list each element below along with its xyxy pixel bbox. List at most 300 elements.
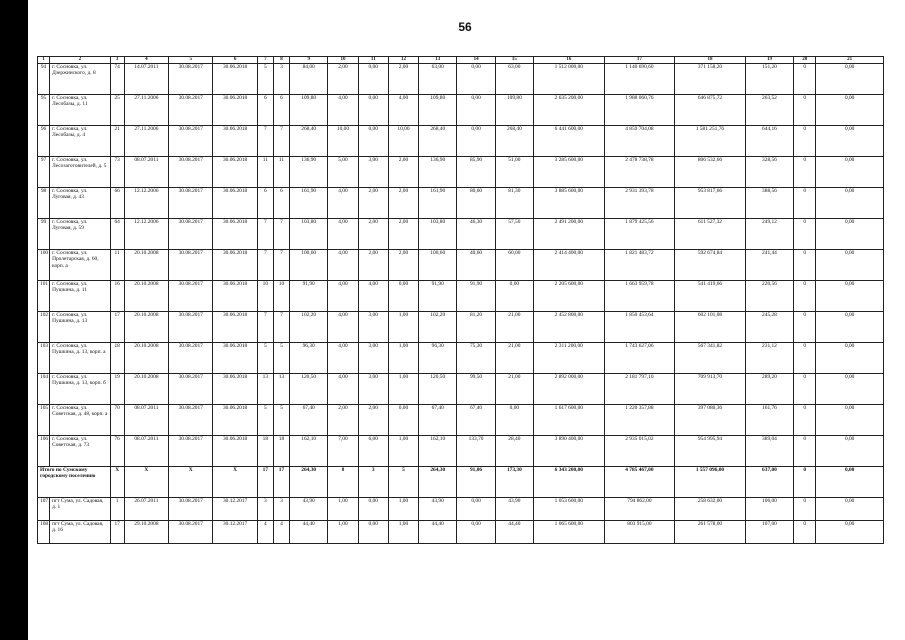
table-cell: 7,00 — [328, 436, 358, 467]
table-cell: 264,30 — [419, 467, 457, 498]
table-cell: 10 — [257, 281, 273, 312]
table-cell: 96 — [38, 126, 50, 157]
table-cell: 21,00 — [495, 312, 533, 343]
table-cell: 91,90 — [419, 281, 457, 312]
table-cell: 602 101,08 — [675, 312, 746, 343]
column-number: 12 — [388, 57, 418, 64]
table-cell: 96,30 — [419, 343, 457, 374]
table-cell: 953 817,66 — [675, 188, 746, 219]
table-cell: 20.10.2008 — [124, 374, 168, 405]
table-cell: 18 — [257, 436, 273, 467]
table-cell: 20.10.2008 — [124, 250, 168, 281]
table-cell: 12.12.2006 — [124, 219, 168, 250]
table-cell: 2,00 — [328, 64, 358, 95]
table-cell: г. Сосновка, ул. Лесобазы, д. 11 — [50, 95, 111, 126]
table-cell: 258 632,00 — [675, 498, 746, 521]
table-cell: 109,80 — [419, 95, 457, 126]
column-number: 20 — [794, 57, 816, 64]
table-cell: г. Сосновка, ул. Дзержинского, д. 8 — [50, 64, 111, 95]
table-cell: 794 862,00 — [604, 498, 675, 521]
total-label: Итого по Сумскому городскому поселению — [38, 467, 111, 498]
table-cell: 84,00 — [290, 64, 328, 95]
table-cell: 161,90 — [290, 188, 328, 219]
table-cell: 30.08.2017 — [169, 436, 213, 467]
table-cell: 101 — [38, 281, 50, 312]
table-cell: 4,00 — [388, 95, 418, 126]
column-number: 14 — [457, 57, 495, 64]
table-cell: 99 — [38, 219, 50, 250]
table-cell: 161,90 — [419, 188, 457, 219]
table-cell: 30.06.2018 — [213, 64, 257, 95]
table-cell: 30.06.2018 — [213, 436, 257, 467]
table-cell: 0,00 — [816, 521, 884, 544]
table-cell: 0,00 — [816, 188, 884, 219]
table-row — [38, 219, 884, 250]
table-cell: 91,90 — [457, 281, 495, 312]
table-row — [38, 250, 884, 281]
table-cell: 74 — [110, 64, 124, 95]
table-cell: 611 527,32 — [675, 219, 746, 250]
table-cell: 30.08.2017 — [169, 188, 213, 219]
table-cell: 109,80 — [495, 95, 533, 126]
table-cell: 21,00 — [495, 343, 533, 374]
table-cell: 30.08.2017 — [169, 374, 213, 405]
table-cell: 81,30 — [495, 188, 533, 219]
table-cell: 0 — [794, 281, 816, 312]
table-cell: 109,80 — [290, 95, 328, 126]
table-cell: 6 343 200,00 — [534, 467, 605, 498]
table-cell: 2 635 200,00 — [534, 95, 605, 126]
table-cell: 91,06 — [457, 467, 495, 498]
table-cell: 4 — [257, 521, 273, 544]
column-number: 9 — [290, 57, 328, 64]
table-cell: 3 — [358, 467, 388, 498]
table-cell: 4,00 — [328, 250, 358, 281]
column-number: 1 — [38, 57, 50, 64]
table-cell: 5 — [388, 467, 418, 498]
table-cell: 102,20 — [419, 312, 457, 343]
table-cell: 2 931 393,78 — [604, 188, 675, 219]
table-cell: 10,00 — [388, 126, 418, 157]
table-cell: 5 — [257, 343, 273, 374]
table-cell: 371 158,20 — [675, 64, 746, 95]
table-cell: 0,00 — [816, 343, 884, 374]
table-cell: 2,00 — [388, 188, 418, 219]
table-cell: 102,20 — [290, 312, 328, 343]
table-cell: 7 — [257, 312, 273, 343]
table-cell: 30.08.2017 — [169, 64, 213, 95]
table-cell: 245,28 — [745, 312, 793, 343]
table-cell: 4,00 — [328, 281, 358, 312]
table-cell: пгт Сума, ул. Садовая, д. 16 — [50, 521, 111, 544]
table-cell: 0 — [794, 95, 816, 126]
table-cell: 1 821 483,72 — [604, 250, 675, 281]
table-cell: 161,76 — [745, 405, 793, 436]
table-cell: 389,04 — [745, 436, 793, 467]
table-cell: 20.10.2008 — [124, 343, 168, 374]
table-row — [38, 343, 884, 374]
table-cell: 1 743 627,06 — [604, 343, 675, 374]
table-cell: 0,00 — [388, 405, 418, 436]
table-cell: 7 — [273, 219, 289, 250]
table-cell: 64 — [110, 219, 124, 250]
table-cell: 2 478 738,78 — [604, 157, 675, 188]
table-cell: 18 — [273, 436, 289, 467]
table-cell: 108 — [38, 521, 50, 544]
table-cell: 1,00 — [388, 521, 418, 544]
table-cell: 0 — [794, 521, 816, 544]
table-cell: 261 578,00 — [675, 521, 746, 544]
table-row — [38, 126, 884, 157]
table-cell: г. Сосновка, ул. Лесобазы, д. 4 — [50, 126, 111, 157]
table-cell: 16 — [110, 281, 124, 312]
table-cell: 44,40 — [290, 521, 328, 544]
table-cell: 3 885 600,00 — [534, 188, 605, 219]
table-cell: 21 — [110, 126, 124, 157]
table-cell: 3,00 — [358, 157, 388, 188]
table-cell: 2,00 — [358, 250, 388, 281]
table-cell: 328,56 — [745, 157, 793, 188]
table-cell: 2 491 200,00 — [534, 219, 605, 250]
table-cell: 1 140 690,60 — [604, 64, 675, 95]
table-cell: 0,00 — [816, 467, 884, 498]
table-cell: 102 — [38, 312, 50, 343]
table-cell: 81,20 — [457, 312, 495, 343]
table-cell: 1 512 000,00 — [534, 64, 605, 95]
table-cell: 644,16 — [745, 126, 793, 157]
table-cell: 30.08.2017 — [169, 250, 213, 281]
table-cell: 1 557 096,00 — [675, 467, 746, 498]
table-cell: 21,00 — [495, 374, 533, 405]
table-cell: 241,44 — [745, 250, 793, 281]
table-cell: 13 — [273, 374, 289, 405]
table-cell: 231,12 — [745, 343, 793, 374]
table-cell: 17 — [273, 467, 289, 498]
table-row — [38, 405, 884, 436]
table-cell: 2,00 — [358, 219, 388, 250]
table-cell: 6,00 — [358, 436, 388, 467]
table-cell: 30.08.2017 — [169, 498, 213, 521]
table-row — [38, 157, 884, 188]
table-cell: 2,00 — [388, 64, 418, 95]
table-cell: 2,00 — [388, 219, 418, 250]
table-cell: 263,52 — [745, 95, 793, 126]
table-cell: 0,00 — [816, 498, 884, 521]
table-cell: 7 — [273, 126, 289, 157]
table-cell: 136,90 — [290, 157, 328, 188]
table-cell: 7 — [273, 250, 289, 281]
table-cell: 0 — [794, 250, 816, 281]
table-cell: 5 — [257, 405, 273, 436]
table-cell: 954 995,94 — [675, 436, 746, 467]
table-cell: 0 — [794, 219, 816, 250]
table-cell: 397 080,36 — [675, 405, 746, 436]
table-cell: 44,40 — [419, 521, 457, 544]
table-cell: 0,00 — [816, 281, 884, 312]
table-cell: г. Сосновка, ул. Луговая, д. 43 — [50, 188, 111, 219]
table-cell: г. Сосновка, ул. Пушкина, д. 13, корп. а — [50, 343, 111, 374]
table-cell: 20.10.2008 — [124, 312, 168, 343]
table-cell: 63,00 — [419, 64, 457, 95]
table-cell: 3,00 — [358, 374, 388, 405]
table-cell: 3,00 — [358, 312, 388, 343]
table-cell: 2,00 — [328, 405, 358, 436]
table-cell: 104 — [38, 374, 50, 405]
table-cell: 30.06.2018 — [213, 405, 257, 436]
table-cell: 67,40 — [419, 405, 457, 436]
table-cell: 541 419,66 — [675, 281, 746, 312]
table-cell: 4 785 467,00 — [604, 467, 675, 498]
table-cell: 1,00 — [388, 498, 418, 521]
table-cell: 0,00 — [816, 312, 884, 343]
table-cell: 57,50 — [495, 219, 533, 250]
table-cell: 0,00 — [358, 126, 388, 157]
table-cell: 107 — [38, 498, 50, 521]
table-cell: 30.06.2018 — [213, 281, 257, 312]
column-number: 10 — [328, 57, 358, 64]
table-cell: 10,00 — [328, 126, 358, 157]
table-cell: 4,00 — [328, 188, 358, 219]
table-cell: 0,00 — [816, 250, 884, 281]
table-cell: 30.08.2017 — [169, 521, 213, 544]
table-cell: 1,00 — [328, 521, 358, 544]
table-cell: пгт Сума, ул. Садовая, д. 1 — [50, 498, 111, 521]
table-cell: 120,50 — [419, 374, 457, 405]
table-cell: 1 053 600,00 — [534, 498, 605, 521]
table-cell: 0 — [794, 467, 816, 498]
column-number: 2 — [50, 57, 111, 64]
table-cell: 3,00 — [358, 343, 388, 374]
table-cell: 0,00 — [816, 157, 884, 188]
table-cell: X — [110, 467, 124, 498]
table-cell: 5 — [273, 343, 289, 374]
table-cell: 94 — [38, 64, 50, 95]
table-cell: 268,40 — [290, 126, 328, 157]
table-cell: 5 — [273, 405, 289, 436]
table-cell: 4,00 — [328, 312, 358, 343]
column-number: 15 — [495, 57, 533, 64]
table-cell: 30.08.2017 — [169, 312, 213, 343]
table-cell: 73 — [110, 157, 124, 188]
table-cell: 25 — [110, 95, 124, 126]
table-cell: 3 — [273, 64, 289, 95]
table-cell: 30.06.2018 — [213, 126, 257, 157]
table-cell: 105 — [38, 405, 50, 436]
table-cell: 96,30 — [290, 343, 328, 374]
table-cell: 1,00 — [328, 498, 358, 521]
table-cell: 5 — [257, 64, 273, 95]
table-cell: 220,56 — [745, 281, 793, 312]
table-cell: 6 — [257, 188, 273, 219]
table-cell: 1 581 251,76 — [675, 126, 746, 157]
table-cell: 30.08.2017 — [169, 95, 213, 126]
table-cell: 44,40 — [495, 521, 533, 544]
table-cell: 13 — [257, 374, 273, 405]
table-cell: 7 — [273, 312, 289, 343]
table-cell: 66 — [110, 188, 124, 219]
table-cell: 2,00 — [388, 157, 418, 188]
table-cell: 0,00 — [457, 64, 495, 95]
table-cell: 268,40 — [495, 126, 533, 157]
table-cell: 0,00 — [816, 436, 884, 467]
table-row — [38, 281, 884, 312]
table-cell: г. Сосновка, ул. Пушкина, д. 11 — [50, 281, 111, 312]
table-cell: 162,10 — [290, 436, 328, 467]
table-cell: 1 850 453,64 — [604, 312, 675, 343]
table-cell: 0,00 — [816, 126, 884, 157]
table-cell: 30.06.2018 — [213, 312, 257, 343]
column-number: 16 — [534, 57, 605, 64]
table-cell: 11 — [257, 157, 273, 188]
table-cell: X — [124, 467, 168, 498]
table-cell: 100,60 — [290, 250, 328, 281]
table-cell: 4,00 — [328, 374, 358, 405]
column-number: 21 — [816, 57, 884, 64]
table-cell: 75,30 — [457, 343, 495, 374]
column-number: 7 — [257, 57, 273, 64]
table-cell: 30.08.2017 — [169, 281, 213, 312]
table-row — [38, 188, 884, 219]
table-cell: 30.08.2017 — [169, 219, 213, 250]
table-cell: 120,50 — [290, 374, 328, 405]
table-cell: 30.08.2017 — [169, 126, 213, 157]
table-cell: 0,00 — [816, 219, 884, 250]
table-cell: 567 341,82 — [675, 343, 746, 374]
table-cell: 4,00 — [328, 343, 358, 374]
table-cell: 91,90 — [290, 281, 328, 312]
table-cell: 11 — [273, 157, 289, 188]
table-cell: 17 — [257, 467, 273, 498]
table-cell: 0,00 — [816, 374, 884, 405]
table-row — [38, 95, 884, 126]
table-cell: 2 452 800,00 — [534, 312, 605, 343]
table-cell: 0,00 — [358, 498, 388, 521]
table-cell: 30.08.2017 — [169, 157, 213, 188]
column-number-row — [38, 57, 884, 64]
table-cell: 2 181 797,10 — [604, 374, 675, 405]
table-cell: 0,00 — [457, 95, 495, 126]
table-cell: 249,12 — [745, 219, 793, 250]
table-cell: 3 — [273, 498, 289, 521]
table-cell: г. Сосновка, ул. Советская, д. 73 — [50, 436, 111, 467]
table-cell: 98 — [38, 188, 50, 219]
table-cell: 7 — [257, 126, 273, 157]
column-number: 11 — [358, 57, 388, 64]
table-cell: 60,00 — [495, 250, 533, 281]
table-cell: 107,00 — [745, 521, 793, 544]
table-cell: 0 — [794, 405, 816, 436]
table-cell: 646 875,72 — [675, 95, 746, 126]
table-cell: 0,00 — [816, 64, 884, 95]
table-cell: 637,00 — [745, 467, 793, 498]
table-cell: 0,00 — [358, 64, 388, 95]
table-cell: 388,56 — [745, 188, 793, 219]
table-cell: 0,00 — [457, 521, 495, 544]
table-cell: 85,90 — [457, 157, 495, 188]
table-cell: 43,90 — [495, 498, 533, 521]
register-table — [37, 56, 884, 544]
table-cell: 100 — [38, 250, 50, 281]
table-cell: 106,00 — [745, 498, 793, 521]
table-cell: 43,90 — [419, 498, 457, 521]
column-number: 8 — [273, 57, 289, 64]
table-cell: 6 — [257, 95, 273, 126]
table-cell: 4,00 — [358, 281, 388, 312]
table-cell: 0,00 — [816, 95, 884, 126]
table-cell: 7 — [257, 250, 273, 281]
column-number: 19 — [745, 57, 793, 64]
table-cell: 709 913,70 — [675, 374, 746, 405]
table-cell: 151,20 — [745, 64, 793, 95]
table-cell: 30.06.2018 — [213, 374, 257, 405]
table-cell: 17 — [110, 521, 124, 544]
table-cell: 0 — [794, 157, 816, 188]
table-cell: 4,00 — [328, 219, 358, 250]
column-number: 6 — [213, 57, 257, 64]
table-cell: 0,00 — [358, 95, 388, 126]
table-cell: 106 — [38, 436, 50, 467]
total-row — [38, 467, 884, 498]
table-cell: 162,10 — [419, 436, 457, 467]
table-cell: 2 414 400,00 — [534, 250, 605, 281]
table-cell: 67,40 — [457, 405, 495, 436]
table-cell: 6 — [273, 95, 289, 126]
table-cell: 5,00 — [328, 157, 358, 188]
table-cell: 29.10.2008 — [124, 521, 168, 544]
table-row — [38, 374, 884, 405]
table-cell: г. Сосновка, ул. Луговая, д. 59 — [50, 219, 111, 250]
table-cell: 20.10.2008 — [124, 281, 168, 312]
table-cell: 100,60 — [419, 250, 457, 281]
table-row — [38, 436, 884, 467]
table-cell: 4 859 704,08 — [604, 126, 675, 157]
table-cell: 2,00 — [358, 188, 388, 219]
table-cell: 0,00 — [358, 521, 388, 544]
table-cell: 40,60 — [457, 250, 495, 281]
table-cell: 2 205 600,00 — [534, 281, 605, 312]
column-number: 17 — [604, 57, 675, 64]
column-number: 3 — [110, 57, 124, 64]
table-cell: 0,00 — [495, 281, 533, 312]
table-cell: 264,30 — [290, 467, 328, 498]
table-cell: 0 — [794, 374, 816, 405]
table-cell: 0,00 — [457, 498, 495, 521]
table-cell: 0,00 — [457, 126, 495, 157]
column-number: 18 — [675, 57, 746, 64]
table-cell: 30.06.2018 — [213, 188, 257, 219]
table-row — [38, 521, 884, 544]
table-cell: 1 — [110, 498, 124, 521]
table-cell: 30.06.2018 — [213, 219, 257, 250]
table-cell: 0,00 — [816, 405, 884, 436]
table-cell: 3 — [257, 498, 273, 521]
table-cell: 67,40 — [290, 405, 328, 436]
table-cell: г. Сосновка, ул. Пушкина, д. 13, корп. б — [50, 374, 111, 405]
table-cell: 1 220 357,88 — [604, 405, 675, 436]
table-cell: 27.11.2006 — [124, 95, 168, 126]
table-cell: 173,30 — [495, 467, 533, 498]
table-cell: 1,00 — [388, 343, 418, 374]
table-cell: 30.08.2017 — [169, 405, 213, 436]
table-cell: 103,80 — [290, 219, 328, 250]
column-number: 5 — [169, 57, 213, 64]
table-cell: 1 663 959,78 — [604, 281, 675, 312]
table-cell: 0 — [794, 188, 816, 219]
table-cell: 30.06.2018 — [213, 250, 257, 281]
table-cell: 4,00 — [328, 95, 358, 126]
table-cell: 3 890 400,00 — [534, 436, 605, 467]
table-cell: X — [213, 467, 257, 498]
